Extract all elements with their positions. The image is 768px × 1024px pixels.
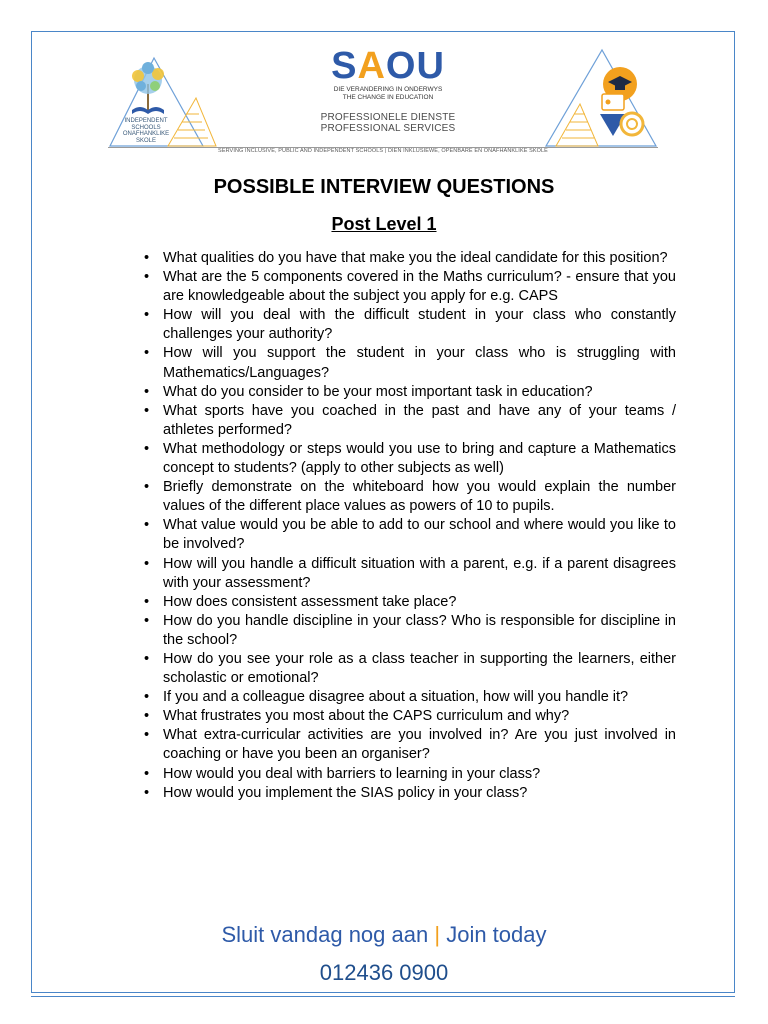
bullet-icon: • (144, 345, 150, 362)
saou-logo: SAOU (331, 45, 445, 87)
list-item (144, 306, 676, 344)
list-item (144, 440, 676, 478)
bullet-icon: • (144, 727, 150, 744)
bullet-icon: • (144, 612, 150, 629)
list-item (144, 383, 676, 402)
bullet-icon: • (144, 479, 150, 496)
bullet-icon: • (144, 555, 150, 572)
question-text: What extra-curricular activities are you involved in? Are you just involved in coaching or have you been an organiser? (163, 727, 676, 763)
list-item (144, 726, 676, 764)
question-text: What qualities do you have that make you the ideal candidate for this position? (163, 250, 668, 266)
question-text: How will you deal with the difficult student in your class who constantly challenges your authority? (163, 307, 676, 343)
saou-tagline: DIE VERANDERING IN ONDERWYS THE CHANGE IN EDUCATION (333, 86, 443, 101)
bullet-icon: • (144, 402, 150, 419)
list-item (144, 402, 676, 440)
bullet-icon: • (144, 250, 150, 266)
list-item (144, 707, 676, 726)
independent-schools-logo (108, 48, 218, 148)
questions-list (144, 249, 676, 803)
join-text-afrikaans: Sluit vandag nog aan (221, 922, 429, 947)
phone-number: 012436 0900 (319, 960, 449, 985)
question-text: How do you handle discipline in your class? Who is responsible for discipline in the school? (163, 612, 676, 648)
independent-schools-label: INDEPENDENT SCHOOLS ONAFHANKLIKE SKOLE (122, 118, 170, 144)
question-text: How do you see your role as a class teacher in supporting the learners, either scholastic or emotional? (163, 650, 676, 687)
header-banner (108, 40, 658, 158)
bullet-icon: • (144, 593, 150, 610)
question-text: What methodology or steps would you use to bring and capture a Mathematics concept to students? (apply to other subjects as well) (163, 440, 676, 477)
list-item (144, 612, 676, 650)
list-item (144, 650, 676, 688)
question-text: What do you consider to be your most important task in education? (163, 383, 593, 400)
list-item (144, 268, 676, 306)
page-title: POSSIBLE INTERVIEW QUESTIONS (213, 176, 555, 198)
list-item (144, 555, 676, 593)
bullet-icon: • (144, 708, 150, 725)
page-subtitle: Post Level 1 (331, 214, 437, 234)
certificate-icon (602, 94, 624, 110)
professional-services-label: PROFESSIONELE DIENSTE PROFESSIONAL SERVICES (320, 112, 456, 134)
bullet-icon: • (144, 383, 150, 400)
question-text: How will you support the student in your class who is struggling with Mathematics/Languages? (163, 345, 676, 381)
bullet-icon: • (144, 650, 150, 667)
page-border-double-line (31, 996, 735, 997)
list-item (144, 478, 676, 516)
join-line (0, 922, 768, 948)
question-text: How does consistent assessment take place? (163, 593, 457, 610)
list-item (144, 249, 676, 268)
join-separator: | (434, 922, 441, 947)
question-text: If you and a colleague disagree about a situation, how will you handle it? (163, 689, 629, 706)
question-text: What sports have you coached in the past and have any of your teams / athletes performed? (163, 402, 676, 438)
question-text: Briefly demonstrate on the whiteboard how you would explain the number values of the different place values as powers of 10 to pupils. (163, 479, 676, 515)
question-text: What value would you be able to add to our school and where would you like to be involved? (163, 517, 676, 553)
bullet-icon: • (144, 784, 150, 801)
question-text: How will you handle a difficult situation with a parent, e.g. if a parent disagrees with your assessment? (163, 555, 676, 591)
list-item (144, 784, 676, 803)
banner-strapline: SERVING INCLUSIVE, PUBLIC AND INDEPENDENT SCHOOLS | DIEN INKLUSIEWE, OPENBARE EN ONAFHANKLIKE SKOLE (218, 148, 548, 154)
list-item (144, 344, 676, 382)
bullet-icon: • (144, 307, 150, 324)
bullet-icon: • (144, 269, 150, 286)
list-item (144, 516, 676, 554)
bullet-icon: • (144, 517, 150, 534)
question-text: How would you implement the SIAS policy in your class? (163, 784, 528, 801)
question-text: What frustrates you most about the CAPS curriculum and why? (163, 708, 570, 725)
triangle-circle-emblem (542, 46, 658, 148)
list-item (144, 688, 676, 707)
bullet-icon: • (144, 765, 150, 782)
question-text: What are the 5 components covered in the Maths curriculum? - ensure that you are knowledgeable about the subject you apply for e.g. CAPS (163, 269, 676, 305)
list-item (144, 765, 676, 784)
bullet-icon: • (144, 440, 150, 457)
join-text-english: Join today (446, 922, 547, 947)
question-text: How would you deal with barriers to learning in your class? (163, 765, 541, 782)
professional-services-emblem (542, 46, 658, 148)
bullet-icon: • (144, 689, 150, 706)
list-item (144, 593, 676, 612)
